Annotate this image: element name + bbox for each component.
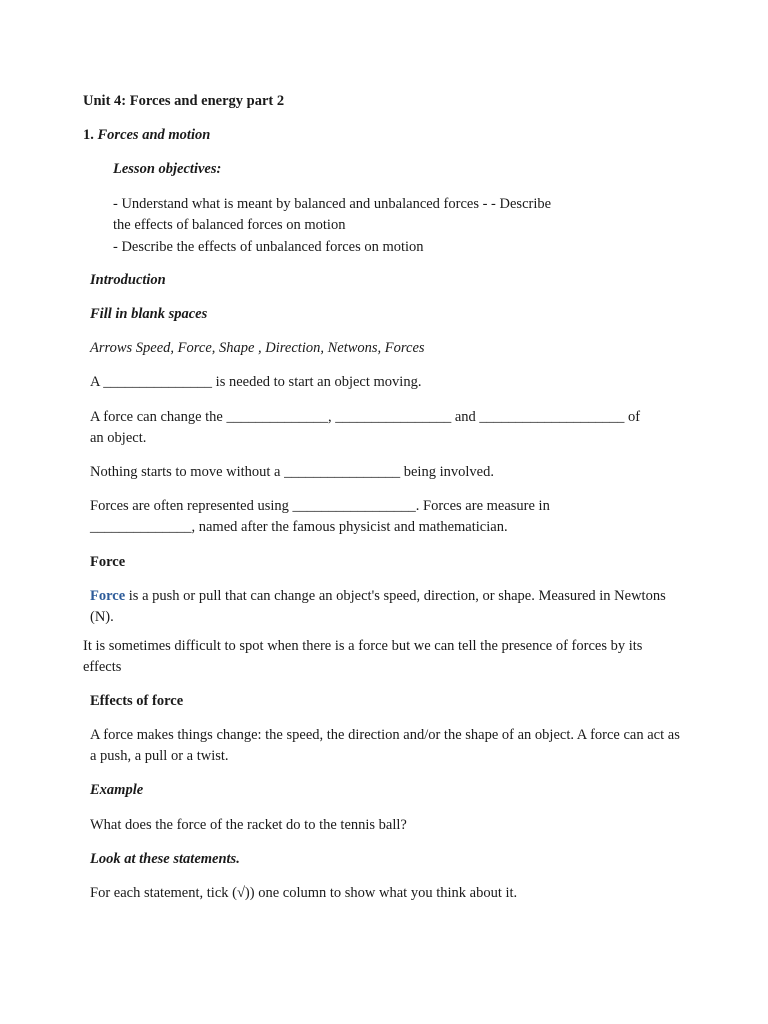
blank-question-4 [90,496,602,538]
blank-question-3: Nothing starts to move without a ________________ being involved. [90,464,494,480]
unit-title: Unit 4: Forces and energy part 2 [83,93,285,109]
force-heading: Force [90,554,126,570]
blank-question-2-line: an object. [90,430,147,446]
objective-line: - Describe the effects of unbalanced forces on motion [113,239,424,255]
introduction-heading: Introduction [90,272,166,288]
force-presence-text: It is sometimes difficult to spot when there is a force but we can tell the presence of forces by its effects [83,638,643,675]
blank-question-2-line: A force can change the ______________, ________________ and ____________________ of [90,409,641,425]
effects-text: A force makes things change: the speed, the direction and/or the shape of an object. A force can act as a push, a pull or a twist. [90,727,680,764]
force-definition [90,586,690,628]
objective-line: - Understand what is meant by balanced and unbalanced forces - - Describe [113,196,552,212]
force-term: Force [90,588,126,604]
blank-question-4-line: Forces are often represented using _________________. Forces are measure in [90,498,550,514]
force-definition-text: is a push or pull that can change an object's speed, direction, or shape. Measured in Newtons (N). [90,588,666,625]
section-heading [83,125,210,146]
section-number: 1. [83,127,94,143]
blank-question-2 [90,407,680,449]
statements-heading: Look at these statements. [90,851,240,867]
objective-line: the effects of balanced forces on motion [113,217,346,233]
example-heading: Example [90,782,144,798]
effects-heading: Effects of force [90,693,184,709]
objectives-heading: Lesson objectives: [113,161,222,177]
word-bank: Arrows Speed, Force, Shape , Direction, Netwons, Forces [90,340,425,356]
statements-instruction: For each statement, tick (√)) one column to show what you think about it. [90,885,518,901]
example-question: What does the force of the racket do to the tennis ball? [90,817,407,833]
blank-question-1: A _______________ is needed to start an object moving. [90,374,422,390]
section-title: Forces and motion [97,127,211,143]
blank-question-4-line: ______________, named after the famous physicist and mathematician. [90,519,508,535]
fill-blanks-heading: Fill in blank spaces [90,306,208,322]
objectives-list [113,194,593,258]
